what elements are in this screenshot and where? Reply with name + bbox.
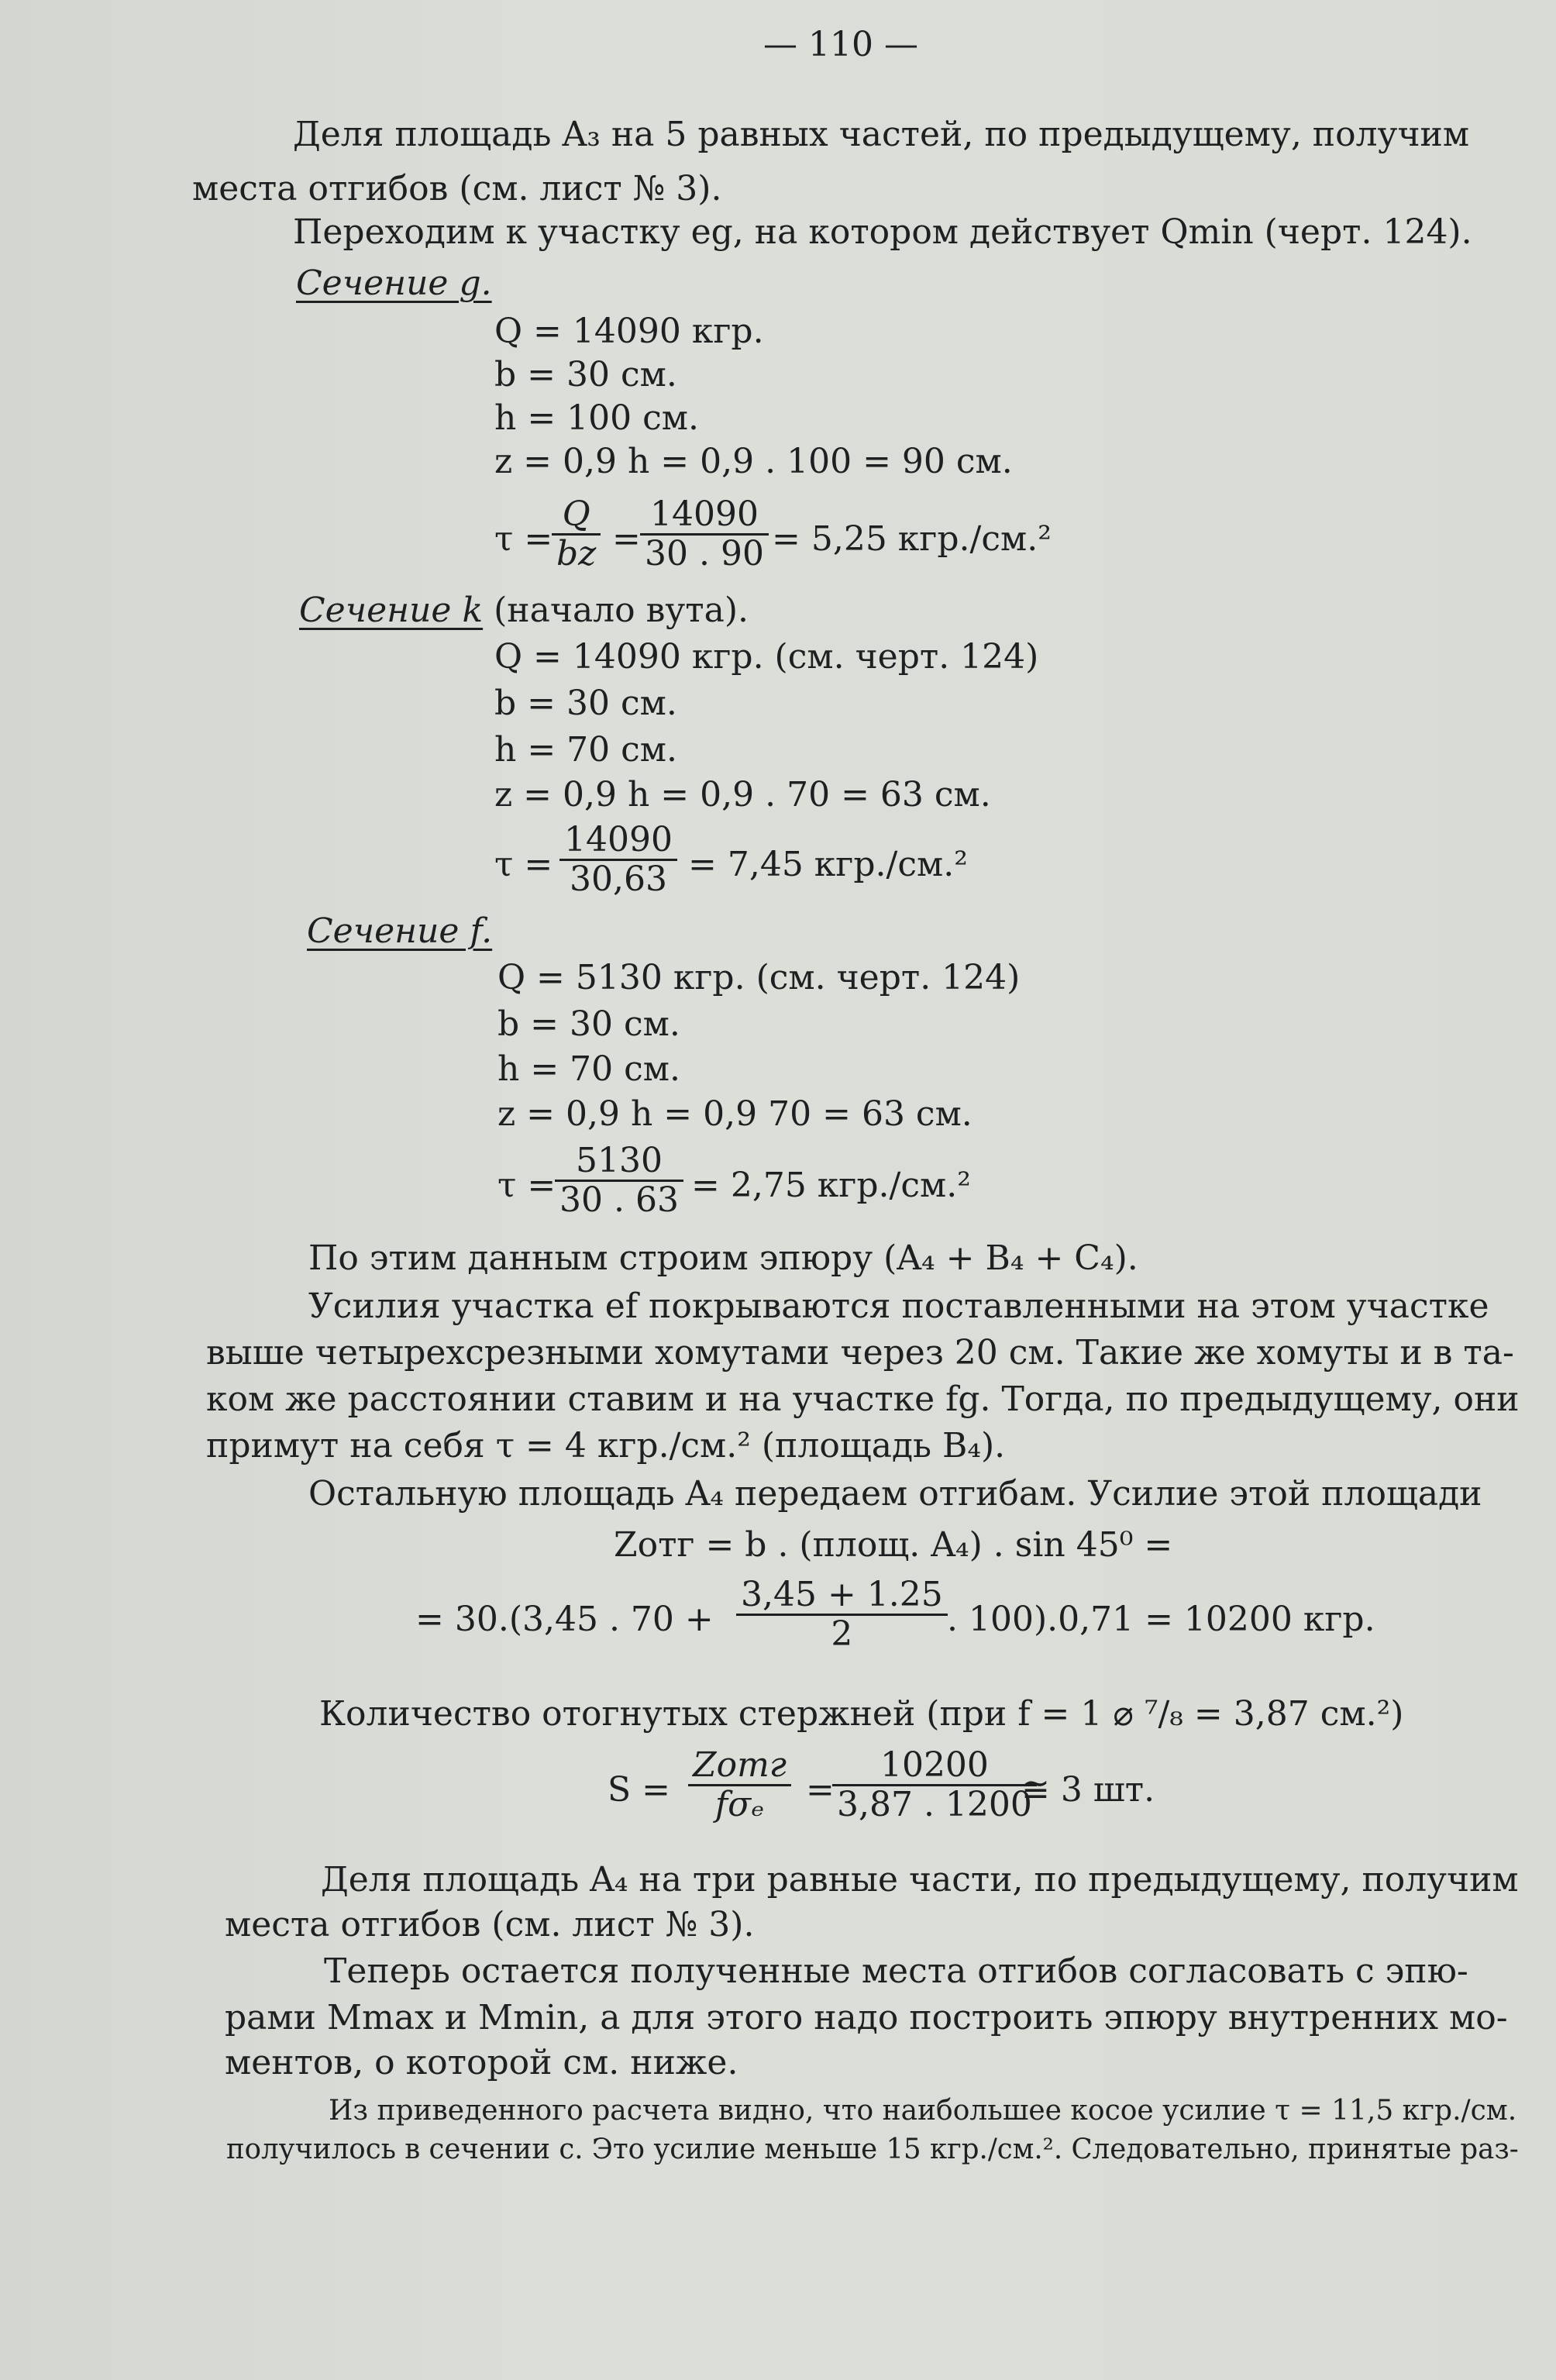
formula-result: = 2,75 кгр./см.²: [691, 1166, 971, 1205]
paragraph-line: места отгибов (см. лист № 3).: [225, 1905, 755, 1944]
paragraph-line: Переходим к участку eg, на котором действует Qmin (черт. 124).: [293, 212, 1472, 252]
paragraph-line: Деля площадь A₄ на три равные части, по предыдущему, получим: [321, 1860, 1519, 1900]
paragraph-line: Теперь остается полученные места отгибов согласовать с эпю-: [324, 1951, 1468, 1991]
section-heading: Сечение g.: [296, 263, 492, 303]
paragraph-line: Остальную площадь A₄ передаем отгибам. Усилие этой площади: [308, 1474, 1482, 1514]
formula-line: h = 70 см.: [494, 730, 678, 770]
fraction-denominator: bz: [552, 533, 601, 573]
paragraph-line: ментов, о которой см. ниже.: [225, 2043, 738, 2082]
fraction-denominator: 30 . 90: [640, 533, 769, 573]
formula-line: b = 30 см.: [494, 684, 677, 723]
formula-tau: τ =: [497, 1166, 556, 1205]
formula-line: h = 100 см.: [494, 398, 699, 438]
fraction-denominator: 30,63: [559, 859, 677, 898]
fraction-numerator: Q: [562, 494, 590, 534]
section-heading: Сечение f.: [307, 911, 493, 951]
fraction-numerator: 3,45 + 1.25: [741, 1575, 943, 1614]
fraction-denominator: 30 . 63: [555, 1180, 683, 1219]
paragraph-line: Деля площадь A₃ на 5 равных частей, по предыдущему, получим: [293, 115, 1470, 154]
formula-tau: τ =: [494, 519, 553, 559]
fraction-denominator: fσₑ: [688, 1784, 791, 1824]
formula-result: = 5,25 кгр./см.²: [772, 519, 1052, 559]
paragraph-line: Усилия участка ef покрываются поставленными на этом участке: [308, 1286, 1489, 1326]
fraction-denominator: 3,87 . 1200: [832, 1784, 1037, 1824]
formula-line: z = 0,9 h = 0,9 70 = 63 см.: [497, 1094, 972, 1134]
fraction-numerator: 14090: [649, 494, 759, 534]
formula-line: b = 30 см.: [497, 1004, 680, 1044]
formula-line: b = 30 см.: [494, 355, 677, 394]
paragraph-line: ком же расстоянии ставим и на участке fg. Тогда, по предыдущему, они: [206, 1379, 1520, 1419]
footnote-line: получилось в сечении c. Это усилие меньше 15 кгр./см.². Следовательно, принятые раз-: [226, 2134, 1519, 2165]
paragraph-line: рами Mmax и Mmin, а для этого надо построить эпюру внутренних мо-: [225, 1998, 1508, 2037]
fraction: [552, 496, 601, 573]
fraction: [559, 821, 677, 898]
fraction-numerator: 10200: [880, 1745, 989, 1785]
fraction: [688, 1747, 791, 1824]
section-heading-line: [299, 591, 749, 631]
formula-line: Q = 14090 кгр.: [494, 312, 764, 351]
fraction-denominator: 2: [736, 1614, 948, 1653]
section-heading-note: (начало вута).: [494, 591, 749, 630]
formula-line: z = 0,9 h = 0,9 . 70 = 63 см.: [494, 775, 991, 815]
formula-result: ≅ 3 шт.: [1021, 1770, 1155, 1810]
formula-line: Q = 5130 кгр. (см. черт. 124): [497, 958, 1021, 997]
formula-equals: =: [612, 519, 641, 559]
formula-line: . 100).0,71 = 10200 кгр.: [947, 1600, 1375, 1639]
section-heading: Сечение k: [299, 591, 484, 630]
footnote-line: Из приведенного расчета видно, что наибольшее косое усилие τ = 11,5 кгр./см.: [329, 2095, 1517, 2127]
formula-line: Q = 14090 кгр. (см. черт. 124): [494, 637, 1039, 677]
paragraph-line: По этим данным строим эпюру (A₄ + B₄ + C₄).: [308, 1238, 1138, 1278]
formula-line: z = 0,9 h = 0,9 . 100 = 90 см.: [494, 442, 1013, 481]
formula-equals: =: [806, 1770, 835, 1810]
fraction-numerator: 14090: [564, 820, 673, 859]
formula-tau: τ =: [494, 845, 553, 884]
fraction: [555, 1142, 683, 1219]
fraction: [640, 496, 769, 573]
page-number: — 110 —: [763, 25, 918, 64]
fraction: [832, 1747, 1037, 1824]
paragraph-line: Количество отогнутых стержней (при f = 1 ⌀ ⁷/₈ = 3,87 см.²): [319, 1694, 1404, 1734]
paragraph-line: примут на себя τ = 4 кгр./см.² (площадь B₄).: [206, 1426, 1006, 1466]
formula-line: h = 70 см.: [497, 1049, 681, 1089]
formula-lhs: S =: [608, 1770, 670, 1810]
fraction-numerator: 5130: [575, 1141, 663, 1180]
formula-line: Zотг = b . (площ. A₄) . sin 45⁰ =: [614, 1525, 1173, 1565]
formula-line: = 30.(3,45 . 70 +: [415, 1600, 714, 1639]
paragraph-line: выше четырехсрезными хомутами через 20 см. Такие же хомуты и в та-: [206, 1333, 1514, 1373]
formula-result: = 7,45 кгр./см.²: [688, 845, 968, 884]
fraction: [736, 1576, 948, 1653]
paragraph-line: места отгибов (см. лист № 3).: [192, 169, 722, 208]
fraction-numerator: Zотг: [693, 1745, 787, 1785]
